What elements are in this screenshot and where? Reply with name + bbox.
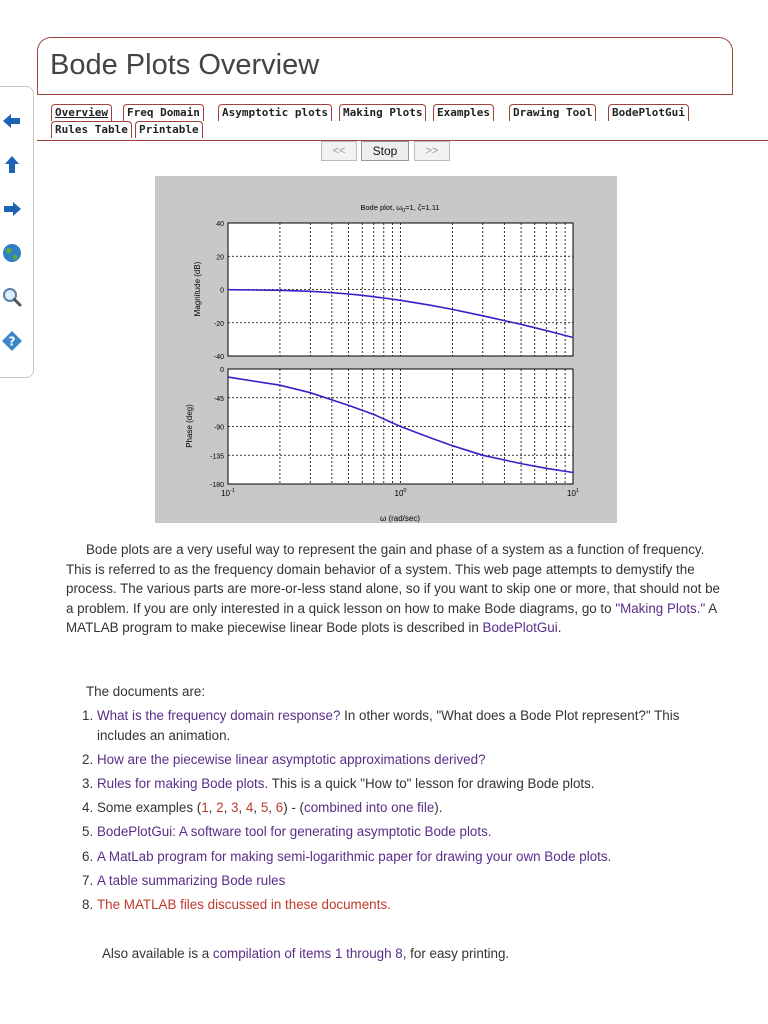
combined-examples-link[interactable]: combined into one file [304,800,435,816]
tab-freq-domain[interactable]: Freq Domain [123,104,204,121]
y-tick-label: -40 [213,354,224,361]
intro-text-3: . [557,620,562,636]
y-tick-label: -135 [209,453,224,461]
item-text: Some examples ( [97,800,202,816]
y-tick-label: -45 [213,395,224,403]
help-icon[interactable] [0,329,24,353]
chart-title: Bode plot, $\omega_0=1$, ζ=1.11 [360,203,440,214]
documents-list [82,706,732,919]
arrow-left-icon[interactable] [0,109,24,133]
page-title: Bode Plots Overview [50,49,320,81]
tab-printable[interactable]: Printable [135,121,203,138]
x-tick-label: $10^1$ [567,488,579,498]
list-item [82,822,732,842]
intro-paragraph [66,540,726,638]
example-6-link[interactable]: 6 [275,800,284,816]
documents-heading: The documents are: [86,684,206,699]
item-text: In other words, "What does a Bode Plot represent?" This includes an animation. [97,708,680,743]
item-number: 5. [82,824,94,840]
x-axis-label: ω (rad/sec) [379,514,421,523]
example-2-link[interactable]: 2 [216,800,224,816]
bodeplotgui-link[interactable]: BodePlotGui [482,620,558,636]
matlab-files-link[interactable]: The MATLAB files discussed in these documents. [97,896,391,912]
item-number: 8. [82,896,94,912]
tab-overview[interactable]: Overview [51,104,112,121]
y-tick-label: 40 [216,221,224,228]
item-text: ) - ( [283,800,305,816]
freq-response-link[interactable]: What is the frequency domain response? [97,708,341,723]
compilation-link[interactable]: compilation of items 1 through 8 [212,946,403,961]
example-5-link[interactable]: 5 [260,800,269,816]
y-tick-label: -180 [209,482,224,489]
also-prefix: Also available is a [102,946,213,961]
y-tick-label: 0 [220,367,224,374]
example-1-link[interactable]: 1 [201,800,209,816]
arrow-up-icon[interactable] [0,153,24,177]
title-card [37,37,733,95]
intro-text-1: Bode plots are a very useful way to represent the gain and phase of a system as a function of frequency. This is referred to as the frequency domain behavior of a system. This web page attempts to demystify the process. The various parts are more-or-less stand alone, so if you want to skip one or more, that should not be a problem. If you are only interested in a quick lesson on how to make Bode diagrams, go to [66,542,720,616]
list-item [82,706,732,745]
magnifier-icon[interactable] [0,285,24,309]
intro-text-2: A MATLAB program to make piecewise linear Bode plots is described in [66,600,717,636]
rules-link[interactable]: Rules for making Bode plots. [97,775,269,791]
example-4-link[interactable]: 4 [245,800,254,816]
bode-plot-figure [155,176,617,523]
tab-rules-table[interactable]: Rules Table [51,121,132,138]
item-number: 3. [82,775,94,791]
x-tick-label: $10^0$ [394,488,407,498]
svg-text:?: ? [8,334,16,349]
item-text: ). [434,800,443,816]
asymptotic-link[interactable]: How are the piecewise linear asymptotic approximations derived? [97,751,486,767]
x-tick-label: $10^{-1}$ [221,488,235,498]
magnitude-y-label: Magnitude (dB) [193,261,202,317]
item-number: 1. [82,708,94,723]
list-item [82,871,732,891]
item-text: This is a quick "How to" lesson for drawing Bode plots. [268,775,595,791]
also-suffix: , for easy printing. [402,946,510,961]
arrow-right-icon[interactable] [0,197,24,221]
bodeplotgui-tool-link[interactable]: BodePlotGui: A software tool for generating asymptotic Bode plots. [97,824,492,840]
side-nav-panel [0,86,34,378]
making-plots-link[interactable]: "Making Plots." [615,600,706,616]
semilog-paper-link[interactable]: A MatLab program for making semi-logarithmic paper for drawing your own Bode plots. [97,848,612,864]
list-item [82,895,732,915]
y-tick-label: 20 [216,254,224,262]
title-divider [38,94,732,95]
item-number: 6. [82,848,94,864]
stop-button[interactable]: Stop [361,141,409,161]
example-3-link[interactable]: 3 [231,800,239,816]
y-tick-label: 0 [220,287,224,295]
item-number: 2. [82,751,94,767]
bode-plot-svg [155,176,617,523]
tab-drawing-tool[interactable]: Drawing Tool [509,104,596,121]
next-button[interactable]: >> [414,141,450,161]
also-available-text [102,946,509,961]
y-tick-label: -90 [213,424,224,432]
rules-table-link[interactable]: A table summarizing Bode rules [97,872,286,888]
list-item [82,847,732,867]
globe-icon[interactable] [0,241,24,265]
list-item [82,774,732,794]
tab-bodeplotgui[interactable]: BodePlotGui [608,104,689,121]
tab-making-plots[interactable]: Making Plots [339,104,426,121]
list-item: 4. Some examples (1, 2, 3, 4, 5, 6) - (combined into one file). [82,798,732,818]
item-number: 7. [82,872,94,888]
prev-button[interactable]: << [321,141,357,161]
y-tick-label: -20 [213,320,224,328]
tab-examples[interactable]: Examples [433,104,494,121]
list-item [82,750,732,770]
phase-y-label: Phase (deg) [185,404,194,448]
item-number: 4. [82,800,94,816]
tab-asymptotic-plots[interactable]: Asymptotic plots [218,104,332,121]
